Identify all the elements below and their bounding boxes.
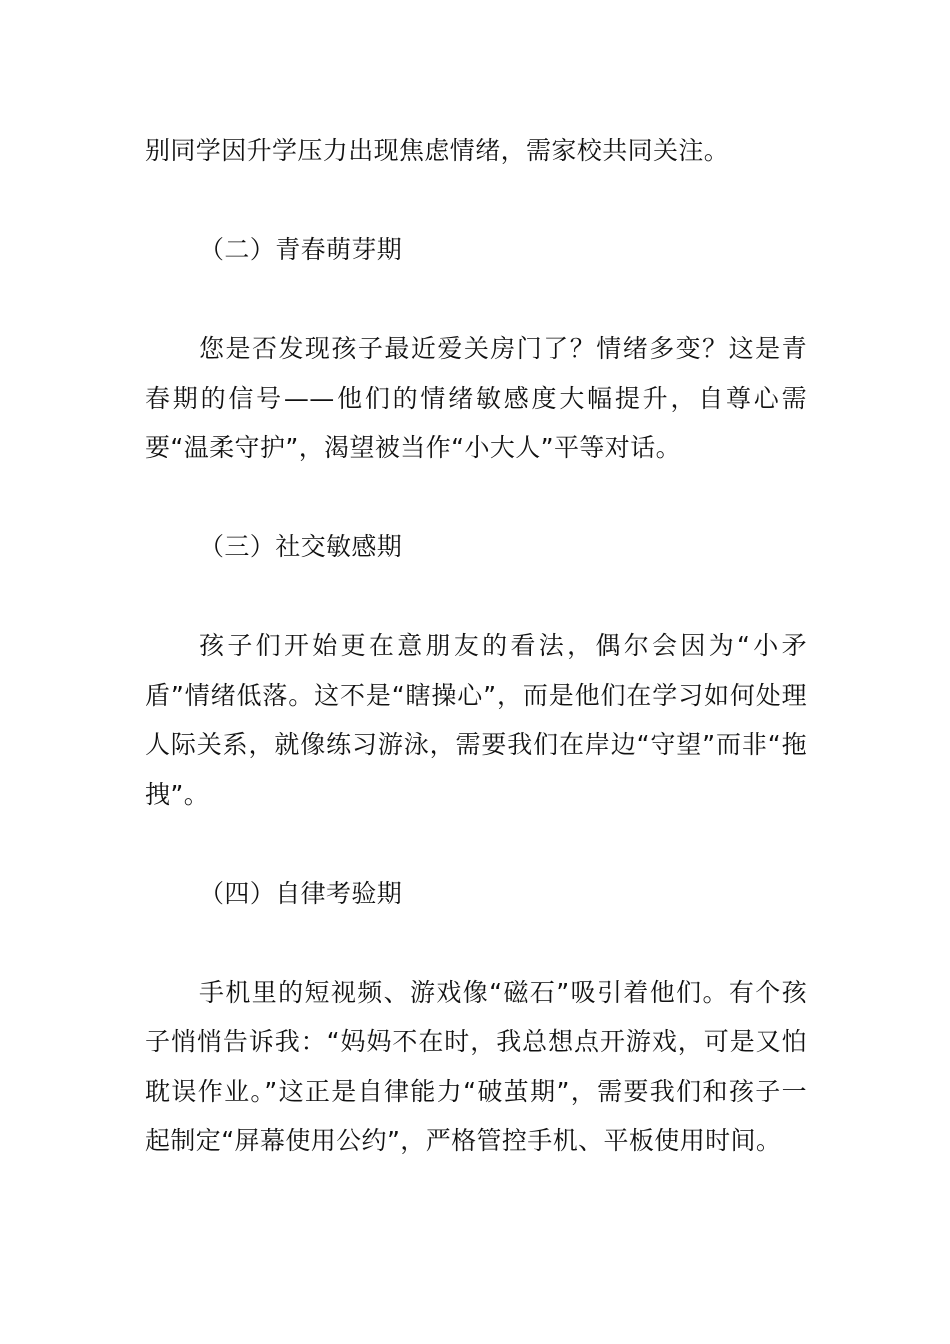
section-heading-3: （三）社交敏感期 [199,532,403,561]
paragraph-puberty: 您是否发现孩子最近爱关房门了？情绪多变？这是青春期的信号——他们的情绪敏感度大幅提升，自尊心需要“温柔守护”，渴望被当作“小大人”平等对话。 [145,334,807,462]
document-body [145,126,807,1166]
section-heading-2: （二）青春萌芽期 [199,235,403,264]
paragraph-continued: 别同学因升学压力出现焦虑情绪，需家校共同关注。 [145,136,730,165]
section-heading-4: （四）自律考验期 [199,878,403,908]
paragraph-self-discipline: 手机里的短视频、游戏像“磁石”吸引着他们。有个孩子悄悄告诉我：“妈妈不在时，我总想点开游戏，可是又怕耽误作业。”这正是自律能力“破茧期”，需要我们和孩子一起制定“屏幕使用公约”，严格管控手机、平板使用时间。 [145,977,807,1155]
paragraph-social: 孩子们开始更在意朋友的看法，偶尔会因为“小矛盾”情绪低落。这不是“瞎操心”，而是他们在学习如何处理人际关系，就像练习游泳，需要我们在岸边“守望”而非“拖拽”。 [145,631,807,809]
